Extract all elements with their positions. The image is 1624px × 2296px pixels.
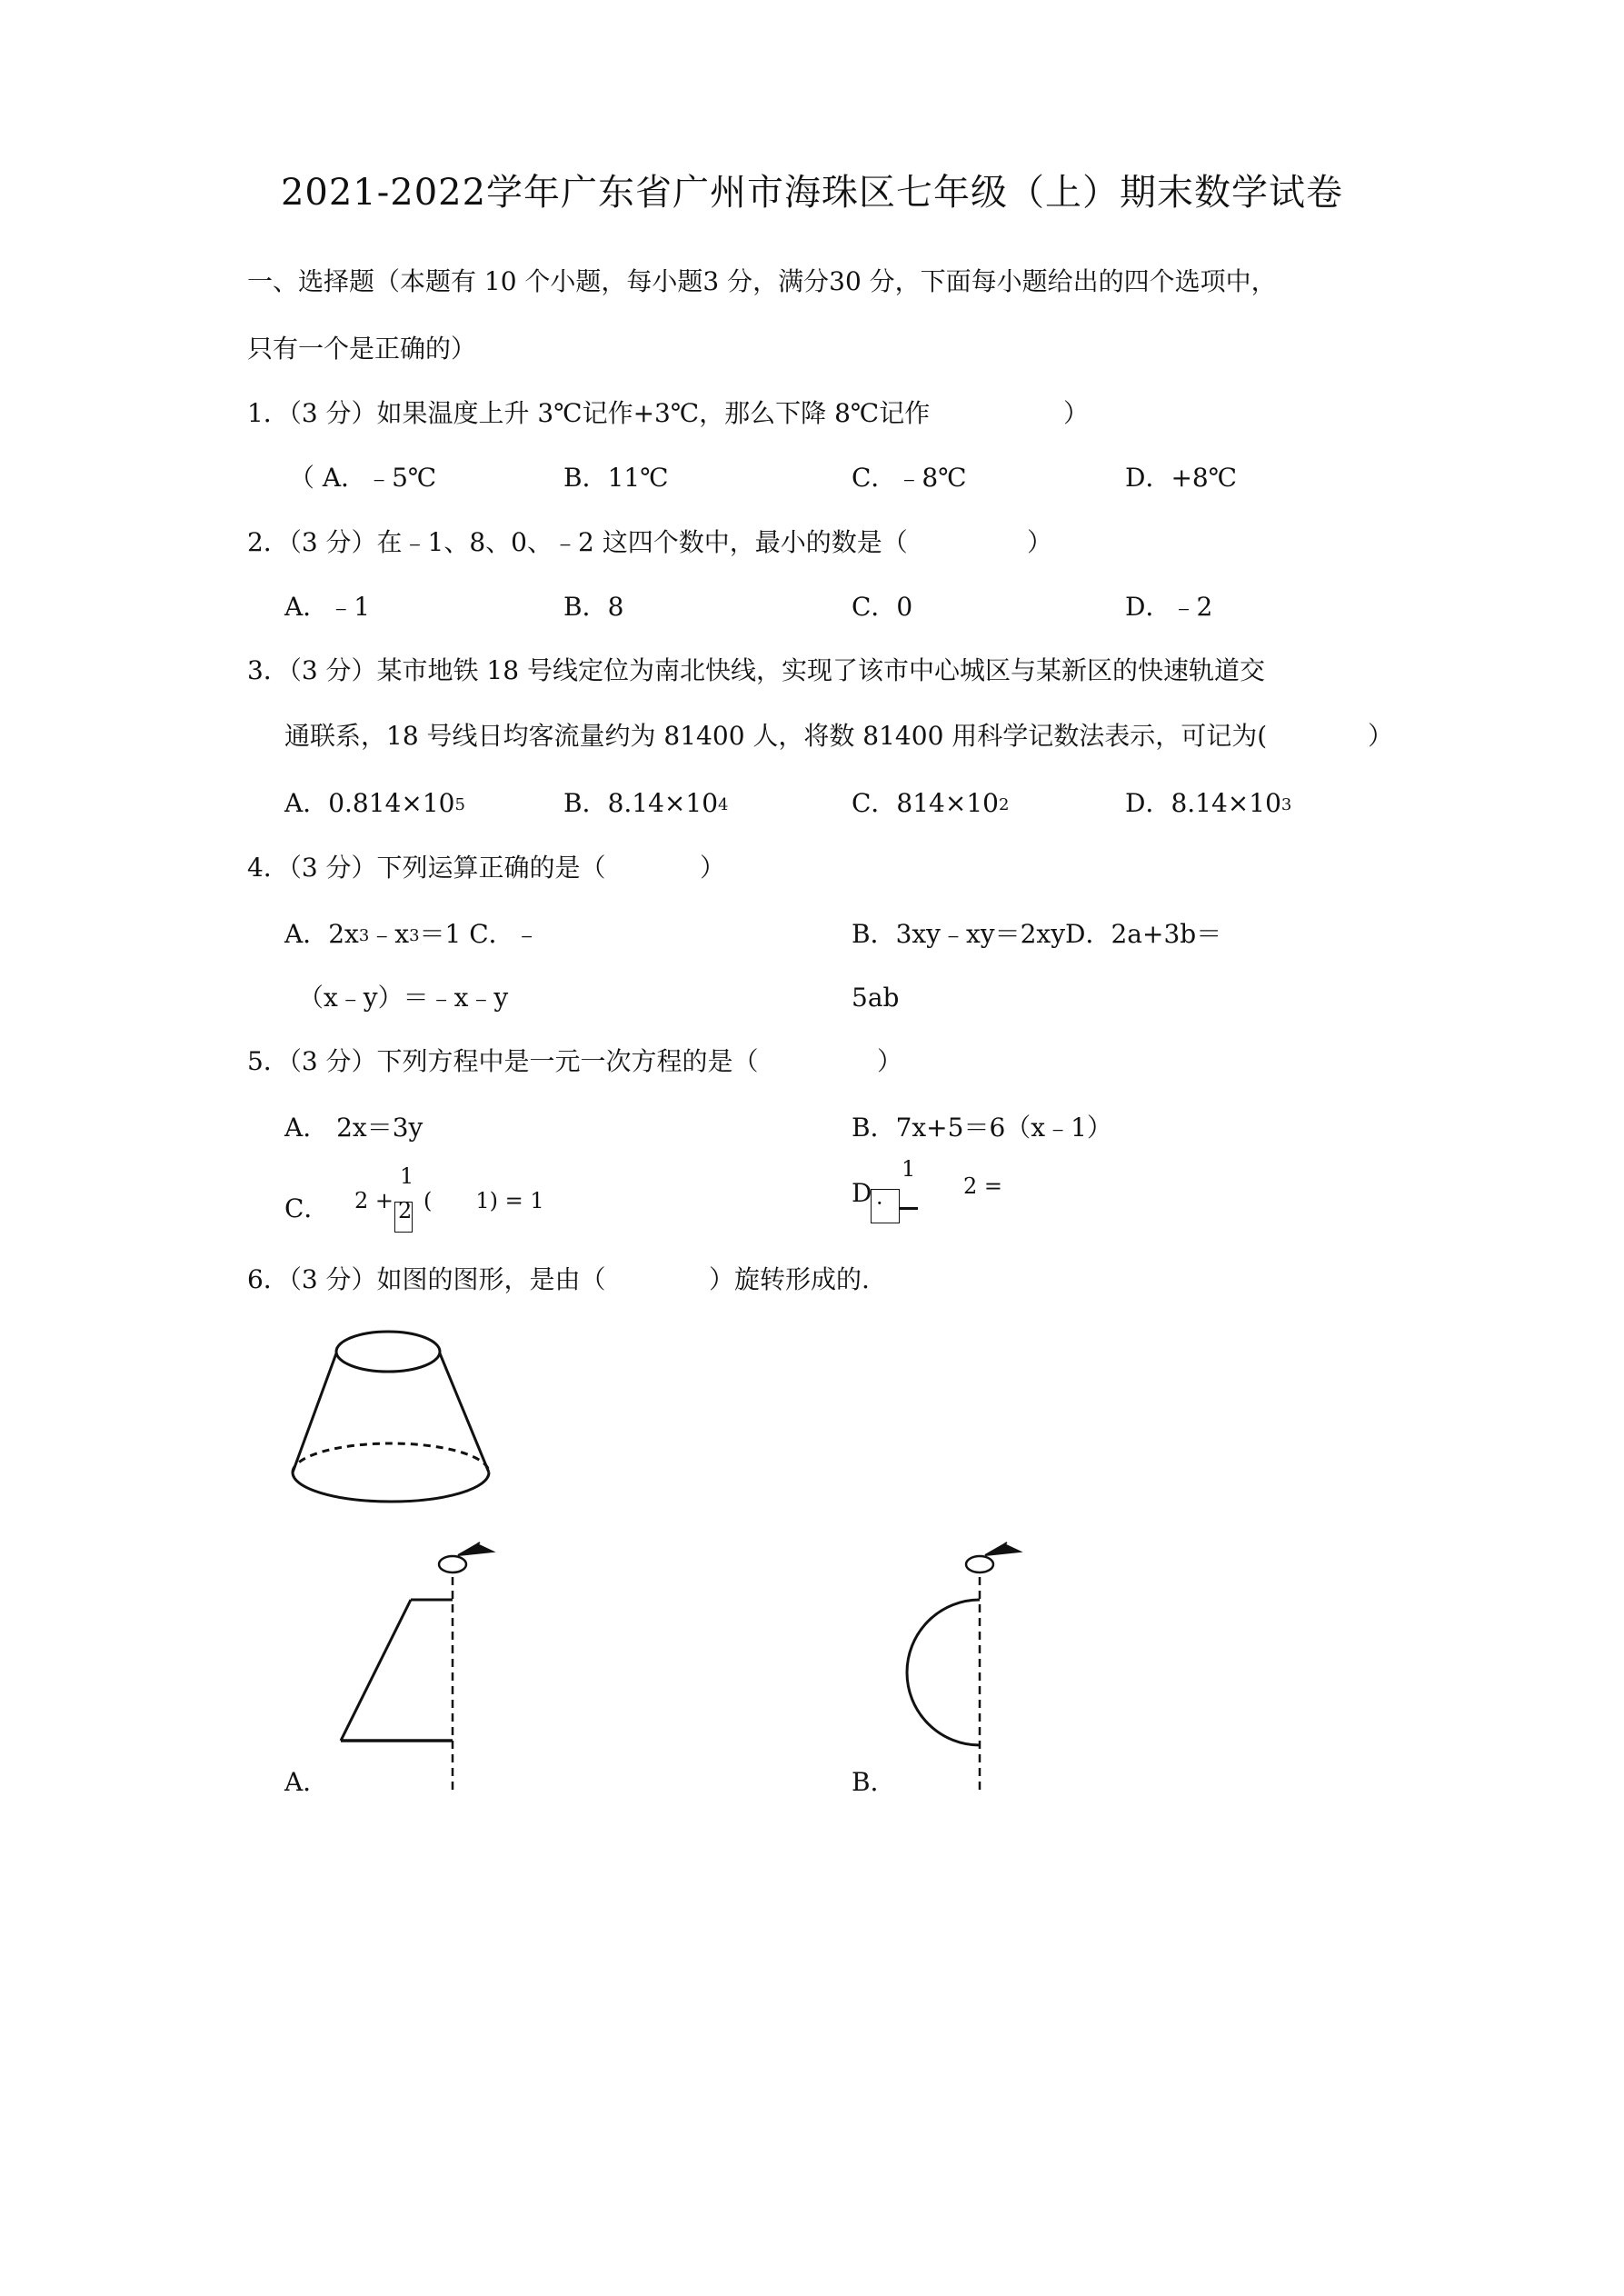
q3-option-a-base: A．0.814×10 xyxy=(284,788,455,818)
frustum-figure xyxy=(282,1323,509,1518)
q3-option-b-exp: 4 xyxy=(718,795,729,814)
q1-stem: 1．（3 分）如果温度上升 3℃记作+3℃，那么下降 8℃记作 xyxy=(247,398,931,428)
q5-stem: 5．（3 分）下列方程中是一元一次方程的是（ xyxy=(247,1046,759,1076)
q5-option-c-expr1: 2 + xyxy=(354,1188,394,1213)
q6-option-a-figure xyxy=(327,1541,509,1800)
q1-close: ） xyxy=(1063,398,1090,428)
q3-stem-line1: 3．（3 分）某市地铁 18 号线定位为南北快线，实现了该市中心城区与某新区的快速轨道交 xyxy=(247,655,1265,685)
q5-option-d-placeholder-box xyxy=(871,1189,900,1223)
section-heading-line1: 一、选择题（本题有 10 个小题，每小题3 分，满分30 分，下面每小题给出的四个选项中， xyxy=(247,266,1277,296)
q3-option-d xyxy=(1125,787,1291,820)
q4-option-a-exp1: 3 xyxy=(358,926,370,945)
q5-option-d-numerator: 1 xyxy=(902,1156,916,1182)
q1-option-a: （ A．﹣5℃ xyxy=(289,463,437,493)
q3-option-d-base: D．8.14×10 xyxy=(1125,788,1281,818)
q1-option-d: D．+8℃ xyxy=(1125,463,1238,493)
q3-option-c-exp: 2 xyxy=(998,795,1010,814)
q5-close: ） xyxy=(877,1046,903,1076)
q6-option-b-figure xyxy=(891,1541,1036,1800)
q2-option-b: B．8 xyxy=(563,592,624,622)
q5-option-c-label: C． xyxy=(284,1193,330,1223)
q2-stem: 2．（3 分）在﹣1、8、0、﹣2 这四个数中，最小的数是（ xyxy=(247,527,908,557)
q5-option-d-bar xyxy=(900,1207,918,1210)
q3-option-c xyxy=(852,787,1009,820)
q3-option-d-exp: 3 xyxy=(1280,795,1292,814)
q3-stem-line2: 通联系，18 号线日均客流量约为 81400 人，将数 81400 用科学记数法表示，可记为( xyxy=(284,721,1268,751)
q1-option-c: C．﹣8℃ xyxy=(852,463,967,493)
q3-close: ） xyxy=(1368,721,1394,751)
q5-option-c-denominator: 2 xyxy=(398,1198,413,1223)
q5-option-a: A. 2x＝3y xyxy=(284,1113,423,1143)
q3-option-a xyxy=(284,787,465,820)
q4-option-c-cont: （x﹣y）＝﹣x﹣y xyxy=(298,983,509,1013)
q4-option-a-exp2: 3 xyxy=(409,926,420,945)
q4-option-a xyxy=(284,918,540,951)
q2-option-c: C．0 xyxy=(852,592,913,622)
q3-option-b xyxy=(563,787,728,820)
q2-close: ） xyxy=(1027,527,1053,557)
q2-option-a: A．﹣1 xyxy=(284,592,371,622)
q3-option-b-base: B．8.14×10 xyxy=(563,788,719,818)
q5-option-b: B．7x+5＝6（x﹣1） xyxy=(852,1113,1112,1143)
q1-option-b: B．11℃ xyxy=(563,463,669,493)
q6-close: ）旋转形成的. xyxy=(709,1264,870,1294)
q5-option-d-label: D xyxy=(852,1178,872,1208)
q5-option-d-dot: · xyxy=(876,1191,883,1216)
section-heading-line2: 只有一个是正确的） xyxy=(247,334,477,364)
q6-option-a-label: A． xyxy=(284,1767,329,1797)
q4-option-a-part2: ﹣x xyxy=(369,919,410,949)
q4-option-b: B．3xy﹣xy＝2xyD．2a+3b＝ xyxy=(852,919,1222,949)
q6-option-b-label: B． xyxy=(852,1767,896,1797)
q4-option-a-part1: A．2x xyxy=(284,919,359,949)
q3-option-c-base: C．814×10 xyxy=(852,788,999,818)
q4-close: ） xyxy=(700,853,726,883)
q5-option-c-numerator: 1 xyxy=(400,1163,414,1189)
q2-option-d: D．﹣2 xyxy=(1125,592,1213,622)
q5-option-c-placeholder-box xyxy=(394,1202,413,1233)
q4-option-d-cont: 5ab xyxy=(852,983,900,1013)
q4-option-a-part3: ＝1 C．﹣ xyxy=(419,919,540,949)
q5-option-c-expr2: ( 1) = 1 xyxy=(423,1188,544,1213)
q3-option-a-exp: 5 xyxy=(454,795,465,814)
page-title: 2021-2022学年广东省广州市海珠区七年级（上）期末数学试卷 xyxy=(280,172,1344,214)
q6-stem: 6．（3 分）如图的图形，是由（ xyxy=(247,1264,606,1294)
q4-stem: 4．（3 分）下列运算正确的是（ xyxy=(247,853,606,883)
q5-option-d-expr: 2 = xyxy=(963,1173,1003,1199)
